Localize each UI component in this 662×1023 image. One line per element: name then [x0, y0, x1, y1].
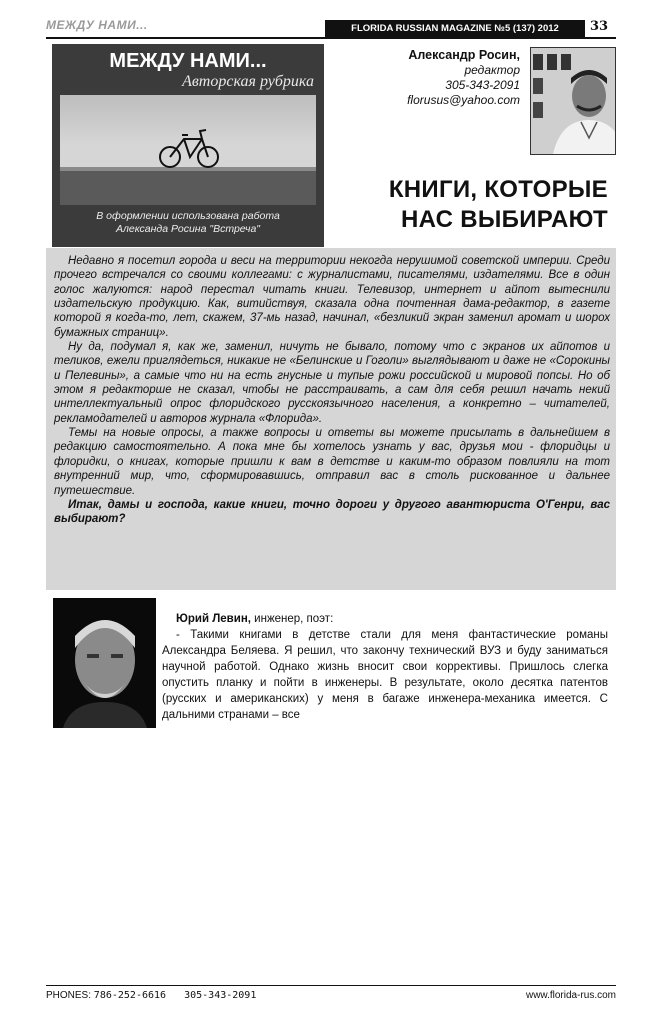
- interviewee-photo: [53, 598, 156, 728]
- intro-box: [46, 248, 616, 590]
- photo-caption: [52, 210, 324, 236]
- magazine-issue-bar: FLORIDA RUSSIAN MAGAZINE №5 (137) 2012: [325, 20, 585, 37]
- headline-line-1: КНИГИ, КОТОРЫЕ: [388, 176, 608, 203]
- editor-name: Александр Росин,: [408, 48, 520, 62]
- interview-text: [162, 611, 608, 723]
- caption-line-1: В оформлении использована работа: [96, 210, 280, 222]
- editor-phone: 305-343-2091: [445, 78, 520, 92]
- editor-photo: [530, 47, 616, 155]
- interview-answer: - Такими книгами в детстве стали для меня фантастические романы Александра Беляева. Я решил, что закончу технический ВУЗ и буду заниматься научной работой. Однако жизнь вносит свои коррективы. Пришлось слегка опустить планку и пойти в инженеры. В результате, около десятка патентов (русских и американских) у меня в багаже инженера-механика имеется. С дальними странами – все: [162, 629, 608, 721]
- article-headline: [330, 175, 608, 235]
- column-subtitle: Авторская рубрика: [182, 73, 314, 90]
- editor-email: florusus@yahoo.com: [407, 93, 520, 107]
- interviewee-name: Юрий Левин,: [176, 613, 251, 625]
- editor-info: [340, 48, 520, 108]
- phones-numbers: 786-252-6616 305-343-2091: [93, 990, 257, 1001]
- header-rule: [46, 37, 616, 39]
- intro-question: Итак, дамы и господа, какие книги, точно дороги у другого авантюриста О'Генри, вас выбирают?: [54, 498, 610, 526]
- section-label: МЕЖДУ НАМИ...: [46, 18, 148, 32]
- caption-line-2: Александа Росина "Встреча": [115, 223, 261, 235]
- phones-label: PHONES:: [46, 990, 92, 1001]
- headline-line-2: НАС ВЫБИРАЮТ: [400, 206, 608, 233]
- editor-role: редактор: [464, 63, 520, 77]
- footer-website[interactable]: www.florida-rus.com: [525, 990, 616, 1001]
- intro-paragraph-3: Темы на новые опросы, а также вопросы и ответы вы можете присылать в дальнейшем в редакцию самостоятельно. А пока мне бы хотелось узнать у вас, друзья мои - флоридцы и флоридки, о книгах, которые пришли к вам в детстве и каким-то образом повлияли на тот внутренний мир, что, сформировавшись, отправил вас в столь рискованное и дальнее путешествие.: [54, 427, 610, 497]
- interviewee-role: инженер, поэт:: [250, 613, 334, 625]
- footer-phones: [46, 990, 256, 1001]
- column-title: МЕЖДУ НАМИ...: [109, 50, 267, 72]
- intro-paragraph-1: Недавно я посетил города и веси на территории некогда нерушимой советской империи. Среди прочего встречался со своими коллегами: с журналистами, писателями, издателями. Все в один голос жалуются: народ перестал читать книги. Телевизор, интернет и айпот вытеснили издательскую продукцию. Как, витийствуя, сказала одна почтенная дама-редактор, в газете которой я когда-то, лет, скажем, 37-мь назад, начинал, «безликий экран заменил аромат и шорох бумажных страниц».: [54, 255, 610, 339]
- intro-paragraph-2: Ну да, подумал я, как же, заменил, ничуть не бывало, потому что с экранов их айпотов и теликов, ежели приглядеться, никакие не «Белинские и Гоголи» выглядывают и даже не «Сорокины и Пелевины», а самые что ни на есть гнусные и тупые рожи российской и мировой попсы. Но об этом я редакторше не сказал, чтобы не расстраивать, а сам для себя решил начать некий интеллектуальный опрос флоридского русскоязычного населения, а конкретно – читателей, рекламодателей и авторов журнала «Флорида».: [54, 341, 610, 425]
- footer-rule: [46, 985, 616, 986]
- page-number: 33: [590, 19, 609, 34]
- column-box: [52, 44, 324, 247]
- intro-text: [54, 254, 610, 527]
